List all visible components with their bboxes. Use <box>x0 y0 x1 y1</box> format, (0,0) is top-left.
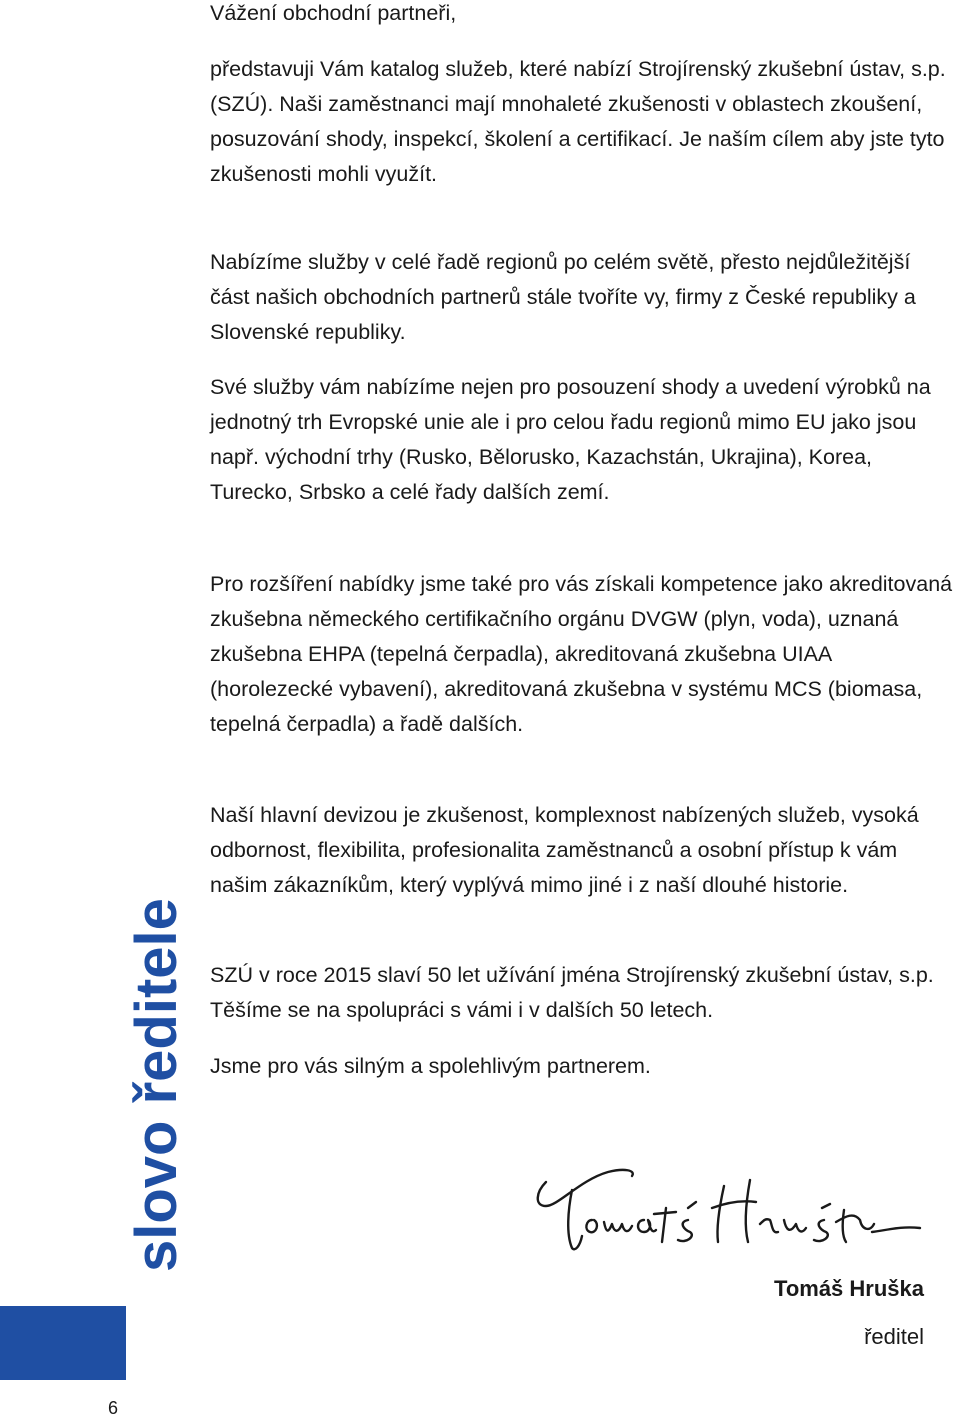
paragraph-regions: Nabízíme služby v celé řadě regionů po celém světě, přesto nejdůležitější část našich obchodních partnerů stále tvoříte vy, firmy z České republiky a Slovenské republiky. <box>210 250 916 344</box>
section-title-vertical: slovo ředitele <box>124 898 189 1272</box>
paragraph-strengths: Naší hlavní devizou je zkušenost, komplexnost nabízených služeb, vysoká odbornost, flexibilita, profesionalita zaměstnanců a osobní přístup k vám našim zákazníkům, který vyplývá mimo jiné i z naší dlouhé historie. <box>210 803 919 897</box>
accent-block <box>0 1306 126 1380</box>
signer-name: Tomáš Hruška <box>774 1276 924 1301</box>
signature-image <box>528 1150 928 1270</box>
paragraph-services: Své služby vám nabízíme nejen pro posouzení shody a uvedení výrobků na jednotný trh Evropské unie ale i pro celou řadu regionů mimo EU jako jsou např. východní trhy (Rusko, Bělorusko, Kazachstán, Ukrajina), Korea, Turecko, Srbsko a celé řady dalších zemí. <box>210 375 931 504</box>
signer-role: ředitel <box>864 1324 924 1349</box>
paragraph-intro: představuji Vám katalog služeb, které nabízí Strojírenský zkušební ústav, s.p. (SZÚ). Naši zaměstnanci mají mnohaleté zkušenosti v oblastech zkoušení, posuzování shody, inspekcí, školení a certifikací. Je naším cílem aby jste tyto zkušenosti mohli využít. <box>210 57 946 186</box>
paragraph-anniversary: SZÚ v roce 2015 slaví 50 let užívání jména Strojírenský zkušební ústav, s.p. Těšíme se na spolupráci s vámi i v dalších 50 letech. <box>210 963 934 1022</box>
paragraph-closing: Jsme pro vás silným a spolehlivým partnerem. <box>210 1054 651 1078</box>
greeting: Vážení obchodní partneři, <box>210 1 457 25</box>
paragraph-competences: Pro rozšíření nabídky jsme také pro vás získali kompetence jako akreditovaná zkušebna německého certifikačního orgánu DVGW (plyn, voda), uznaná zkušebna EHPA (tepelná čerpadla), akreditovaná zkušebna UIAA (horolezecké vybavení), akreditovaná zkušebna v systému MCS (biomasa, tepelná čerpadla) a řadě dalších. <box>210 572 953 736</box>
page-number: 6 <box>108 1398 119 1418</box>
